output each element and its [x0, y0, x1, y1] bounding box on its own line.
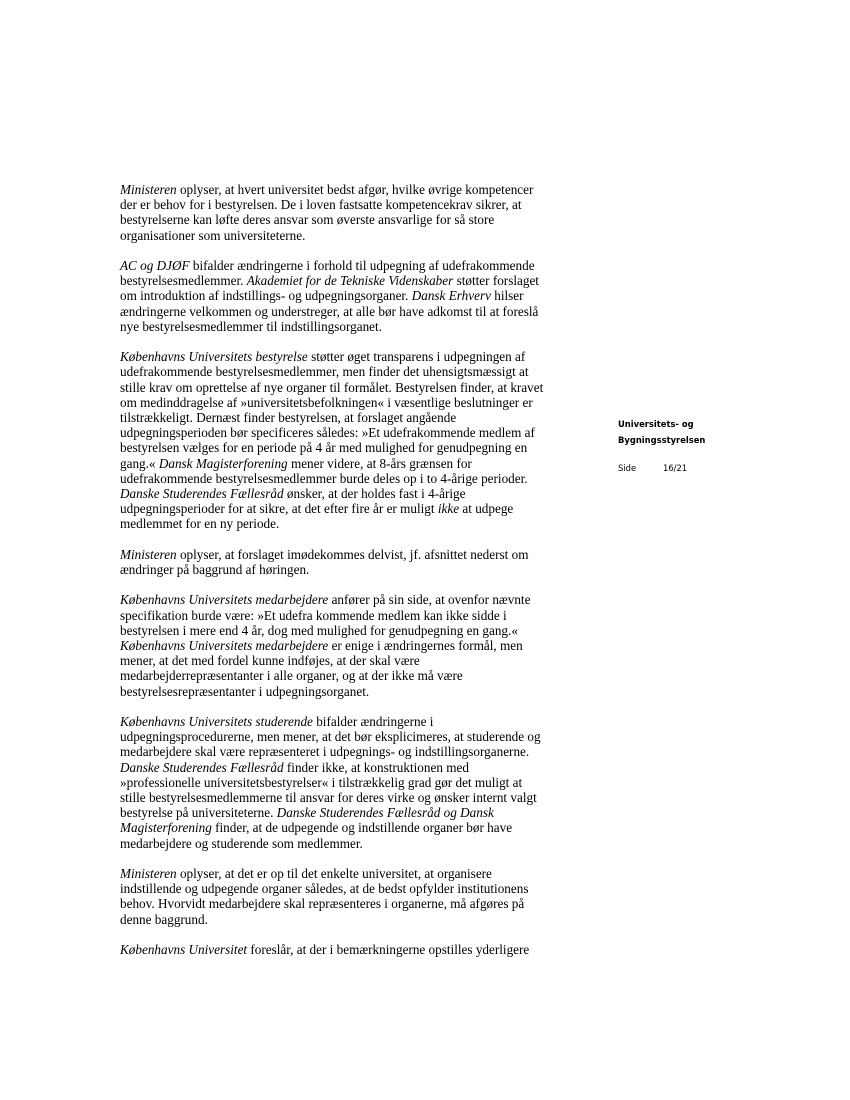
text-segment: hilser — [490, 288, 524, 304]
text-segment: indstillende og udpegende organer således, at de bedst opfylder institutionens — [120, 881, 529, 897]
text-line — [120, 349, 590, 364]
text-line — [120, 197, 590, 212]
text-line — [120, 714, 590, 729]
text-segment: oplyser, at forslaget imødekommes delvist, jf. afsnittet nederst om — [176, 546, 529, 562]
text-line — [120, 304, 590, 319]
italic-text-segment: Danske Studerendes Fællesråd og Dansk — [276, 805, 494, 821]
text-line — [120, 836, 590, 851]
text-segment: bestyrelserne kan løfte deres ansvar som øverste ansvarlige for så store — [120, 212, 495, 228]
text-line — [120, 729, 590, 744]
text-segment: ændringer på baggrund af høringen. — [120, 562, 310, 578]
text-segment: bifalder ændringerne i forhold til udpegning af udefrakommende — [189, 258, 535, 273]
text-line — [120, 410, 590, 425]
italic-text-segment: AC og DJØF — [120, 258, 190, 273]
italic-text-segment: Dansk Magisterforening — [158, 455, 288, 471]
text-line — [120, 668, 590, 683]
page-number: 16/21 — [663, 463, 688, 473]
text-segment: nye bestyrelsesmedlemmer til indstillingsorganet. — [120, 318, 382, 334]
text-segment: at udpege — [459, 501, 514, 517]
text-line — [120, 942, 590, 957]
text-segment: »professionelle universitetsbestyrelser« i tilstrækkelig grad gør det muligt at — [120, 774, 523, 790]
text-line — [120, 775, 590, 790]
text-line — [120, 684, 590, 699]
text-segment: mener videre, at 8-års grænsen for — [287, 455, 472, 471]
text-segment: medarbejderrepræsentanter i alle organer, og at der ikke må være — [120, 668, 463, 684]
text-line — [120, 471, 590, 486]
text-segment: denne baggrund. — [120, 911, 208, 927]
text-segment: udpegningsperioden bør specificeres således: »Et udefrakommende medlem af — [120, 425, 535, 441]
text-segment: oplyser, at det er op til det enkelte universitet, at organisere — [176, 866, 492, 882]
text-line — [120, 805, 590, 820]
text-segment: finder ikke, at konstruktionen med — [283, 759, 469, 775]
text-segment: udefrakommende bestyrelsesmedlemmer, men finder det uhensigtsmæssigt at — [120, 364, 529, 380]
italic-text-segment: Danske Studerendes Fællesråd — [120, 759, 284, 775]
text-line — [120, 866, 590, 881]
italic-text-segment: Ministeren — [120, 182, 177, 197]
text-line — [120, 395, 590, 410]
text-segment: stille krav om oprettelse af nye organer til formålet. Bestyrelsen finder, at kravet — [120, 379, 544, 395]
text-line — [120, 623, 590, 638]
text-segment: behov. Hvorvidt medarbejdere skal repræsenteres i organerne, må afgøres på — [120, 896, 525, 912]
text-line — [120, 608, 590, 623]
page-indicator — [618, 462, 728, 474]
text-segment: udefrakommende bestyrelsesmedlemmer burde deles op i to 4-årige perioder. — [120, 470, 528, 486]
text-segment: bestyrelsen i mere end 4 år, dog med mulighed for genudpegning en gang.« — [120, 622, 518, 638]
text-line — [120, 562, 590, 577]
italic-text-segment: Københavns Universitets medarbejdere — [120, 638, 329, 654]
paragraph — [120, 182, 590, 243]
text-line — [120, 258, 590, 273]
paragraph — [120, 258, 590, 334]
paragraph — [120, 547, 590, 577]
text-line — [120, 182, 590, 197]
italic-text-segment: ikke — [437, 501, 460, 517]
text-line — [120, 228, 590, 243]
text-line — [120, 744, 590, 759]
text-segment: gang.« — [120, 455, 159, 471]
text-segment: støtter øget transparens i udpegningen af — [307, 349, 526, 365]
italic-text-segment: Akademiet for de Tekniske Videnskaber — [246, 273, 454, 289]
text-segment: specifikation burde være: »Et udefra kommende medlem kan ikke sidde i — [120, 607, 507, 623]
paragraph — [120, 349, 590, 531]
paragraph — [120, 866, 590, 927]
italic-text-segment: Københavns Universitets medarbejdere — [120, 592, 329, 608]
text-segment: bestyrelsen vælges for en periode på 4 år med mulighed for genudpegning en — [120, 440, 528, 456]
text-segment: medlemmet for en ny periode. — [120, 516, 280, 532]
italic-text-segment: Magisterforening — [120, 820, 212, 836]
text-segment: stille bestyrelsesmedlemmerne til ansvar for deres virke og ønsker internt valgt — [120, 790, 537, 806]
text-line — [120, 653, 590, 668]
text-line — [120, 425, 590, 440]
text-line — [120, 896, 590, 911]
text-segment: bestyrelsesmedlemmer. — [120, 273, 247, 289]
text-segment: om medinddragelse af »universitetsbefolkningen« i væsentlige beslutninger er — [120, 394, 533, 410]
text-line — [120, 820, 590, 835]
text-line — [120, 912, 590, 927]
italic-text-segment: Københavns Universitets studerende — [120, 714, 313, 730]
text-segment: finder, at de udpegende og indstillende organer bør have — [211, 820, 513, 836]
italic-text-segment: Danske Studerendes Fællesråd — [120, 486, 284, 502]
text-segment: medarbejdere og studerende som medlemmer. — [120, 835, 363, 851]
text-line — [120, 212, 590, 227]
text-segment: støtter forslaget — [453, 273, 539, 289]
text-line — [120, 638, 590, 653]
text-segment: foreslår, at der i bemærkningerne opstilles yderligere — [247, 942, 530, 958]
text-line — [120, 486, 590, 501]
sidebar — [618, 417, 728, 474]
text-segment: medarbejdere skal være repræsenteret i udpegnings- og indstillingsorganerne. — [120, 744, 530, 760]
text-segment: der er behov for i bestyrelsen. De i loven fastsatte kompetencekrav sikrer, at — [120, 197, 522, 213]
text-line — [120, 881, 590, 896]
italic-text-segment: Ministeren — [120, 866, 177, 882]
text-line — [120, 592, 590, 607]
italic-text-segment: Dansk Erhverv — [411, 288, 491, 304]
text-line — [120, 440, 590, 455]
text-segment: ændringerne velkommen og understreger, at alle bør have adkomst til at foreslå — [120, 303, 539, 319]
org-name-line2: Bygningsstyrelsen — [618, 434, 706, 445]
text-segment: bestyrelsesrepræsentanter i udpegningsorganet. — [120, 683, 370, 699]
text-line — [120, 380, 590, 395]
italic-text-segment: Københavns Universitet — [120, 942, 248, 958]
text-line — [120, 319, 590, 334]
text-segment: udpegningsperioder for at sikre, at det efter fire år er muligt — [120, 501, 438, 517]
paragraph — [120, 592, 590, 698]
text-segment: udpegningsprocedurerne, men mener, at det bør eksplicimeres, at studerende og — [120, 729, 541, 745]
text-segment: bifalder ændringerne i — [312, 714, 434, 730]
text-line — [120, 790, 590, 805]
text-line — [120, 288, 590, 303]
text-segment: er enige i ændringernes formål, men — [328, 638, 523, 654]
text-segment: bestyrelse på universiteterne. — [120, 805, 277, 821]
text-line — [120, 273, 590, 288]
text-line — [120, 501, 590, 516]
text-line — [120, 364, 590, 379]
text-segment: oplyser, at hvert universitet bedst afgør, hvilke øvrige kompetencer — [176, 182, 534, 197]
text-segment: ønsker, at der holdes fast i 4-årige — [283, 486, 466, 502]
text-line — [120, 547, 590, 562]
italic-text-segment: Ministeren — [120, 546, 177, 562]
org-name-line1: Universitets- og — [618, 419, 694, 429]
page-label: Side — [618, 463, 637, 473]
text-segment: om introduktion af indstillings- og udpegningsorganer. — [120, 288, 412, 304]
italic-text-segment: Københavns Universitets bestyrelse — [120, 349, 308, 365]
text-segment: mener, at det med fordel kunne indføjes, at der skal være — [120, 653, 420, 669]
text-segment: organisationer som universiteterne. — [120, 227, 306, 243]
text-line — [120, 456, 590, 471]
text-segment: anfører på sin side, at ovenfor nævnte — [328, 592, 531, 608]
body-text — [120, 182, 590, 972]
paragraph — [120, 942, 590, 957]
text-line — [120, 516, 590, 531]
text-line — [120, 760, 590, 775]
paragraph — [120, 714, 590, 851]
text-segment: tilstrækkeligt. Dernæst finder bestyrelsen, at forslaget angående — [120, 410, 457, 426]
